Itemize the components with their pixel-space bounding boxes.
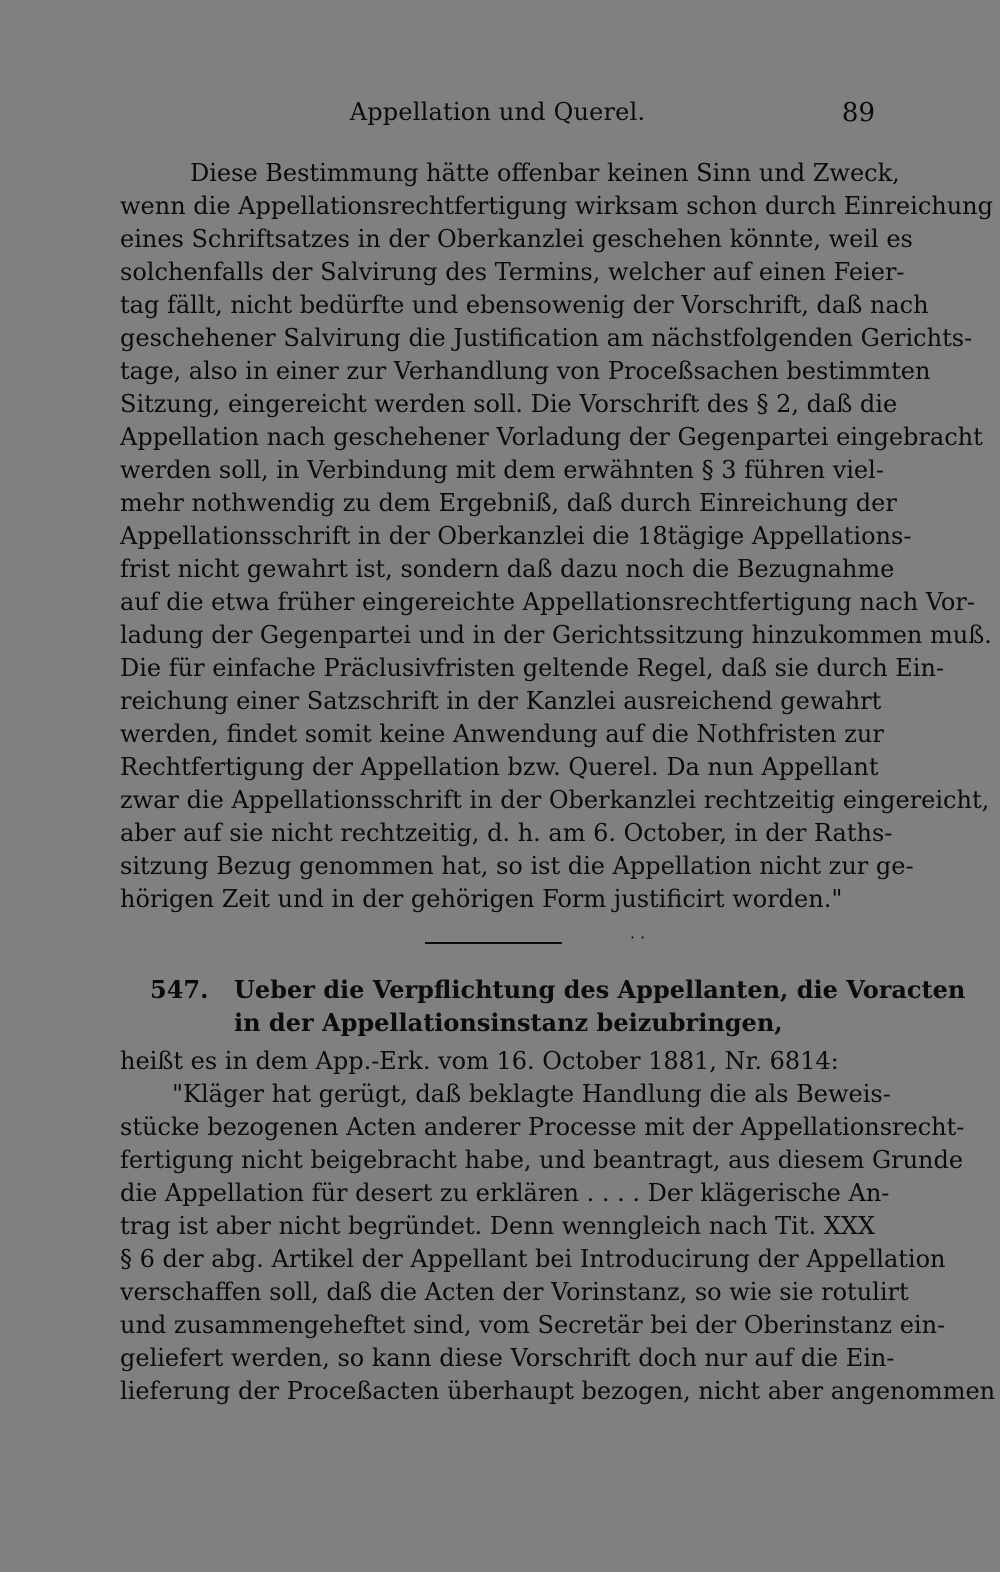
- section-title-line: in der Appellationsinstanz beizubringen,: [234, 1008, 783, 1037]
- page-number: 89: [841, 98, 875, 128]
- running-head: [120, 98, 875, 132]
- text-line: Sitzung, eingereicht werden soll. Die Vorschrift des § 2, daß die: [120, 390, 898, 418]
- text-line: trag ist aber nicht begründet. Denn wenngleich nach Tit. XXX: [120, 1212, 875, 1240]
- text-line: ladung der Gegenpartei und in der Gerichtssitzung hinzukommen muß.: [120, 621, 992, 649]
- paragraph-quote: [120, 1078, 996, 1408]
- text-line: werden, findet somit keine Anwendung auf die Nothfristen zur: [120, 720, 884, 748]
- section-divider: [425, 942, 562, 944]
- text-line: frist nicht gewahrt ist, sondern daß dazu noch die Bezugnahme: [120, 555, 895, 583]
- text-line: tag fällt, nicht bedürfte und ebensowenig der Vorschrift, daß nach: [120, 291, 929, 319]
- text-line: eines Schriftsatzes in der Oberkanzlei geschehen könnte, weil es: [120, 225, 913, 253]
- text-line: "Kläger hat gerügt, daß beklagte Handlung die als Beweis-: [172, 1080, 891, 1108]
- text-line: lieferung der Proceßacten überhaupt bezogen, nicht aber angenommen: [120, 1377, 996, 1405]
- paragraph-quote-continuation: [120, 157, 993, 916]
- section-title-line: Ueber die Verpflichtung des Appellanten, die Voracten: [234, 975, 966, 1004]
- text-line: werden soll, in Verbindung mit dem erwähnten § 3 führen viel-: [120, 456, 884, 484]
- text-line: die Appellation für desert zu erklären . . . . Der klägerische An-: [120, 1179, 890, 1207]
- text-line: Diese Bestimmung hätte offenbar keinen Sinn und Zweck,: [190, 159, 900, 187]
- text-line: heißt es in dem App.-Erk. vom 16. October 1881, Nr. 6814:: [120, 1047, 839, 1075]
- text-line: aber auf sie nicht rechtzeitig, d. h. am 6. October, in der Raths-: [120, 819, 893, 847]
- section-number: 547.: [150, 975, 209, 1004]
- text-line: reichung einer Satzschrift in der Kanzlei ausreichend gewahrt: [120, 687, 882, 715]
- text-line: Appellationsschrift in der Oberkanzlei die 18tägige Appellations-: [120, 522, 912, 550]
- text-line: wenn die Appellationsrechtfertigung wirksam schon durch Einreichung: [120, 192, 993, 220]
- text-line: geliefert werden, so kann diese Vorschrift doch nur auf die Ein-: [120, 1344, 895, 1372]
- text-line: hörigen Zeit und in der gehörigen Form justificirt worden.": [120, 885, 843, 913]
- text-line: geschehener Salvirung die Justification am nächstfolgenden Gerichts-: [120, 324, 973, 352]
- text-line: verschaffen soll, daß die Acten der Vorinstanz, so wie sie rotulirt: [120, 1278, 909, 1306]
- text-line: tage, also in einer zur Verhandlung von Proceßsachen bestimmten: [120, 357, 931, 385]
- text-line: auf die etwa früher eingereichte Appellationsrechtfertigung nach Vor-: [120, 588, 975, 616]
- text-line: fertigung nicht beigebracht habe, und beantragt, aus diesem Grunde: [120, 1146, 964, 1174]
- text-line: sitzung Bezug genommen hat, so ist die Appellation nicht zur ge-: [120, 852, 914, 880]
- text-line: Die für einfache Präclusivfristen geltende Regel, daß sie durch Ein-: [120, 654, 945, 682]
- divider-dots: · ·: [630, 928, 646, 947]
- citation-paragraph: [120, 1045, 875, 1078]
- text-line: Appellation nach geschehener Vorladung der Gegenpartei eingebracht: [120, 423, 983, 451]
- running-title: Appellation und Querel.: [349, 98, 646, 126]
- text-line: mehr nothwendig zu dem Ergebniß, daß durch Einreichung der: [120, 489, 897, 517]
- text-line: zwar die Appellationsschrift in der Oberkanzlei rechtzeitig eingereicht,: [120, 786, 990, 814]
- text-line: und zusammengeheftet sind, vom Secretär bei der Oberinstanz ein-: [120, 1311, 946, 1339]
- text-line: § 6 der abg. Artikel der Appellant bei Introducirung der Appellation: [120, 1245, 946, 1273]
- text-line: stücke bezogenen Acten anderer Processe mit der Appellationsrecht-: [120, 1113, 965, 1141]
- section-title: [234, 973, 966, 1039]
- text-line: solchenfalls der Salvirung des Termins, welcher auf einen Feier-: [120, 258, 905, 286]
- text-line: Rechtfertigung der Appellation bzw. Querel. Da nun Appellant: [120, 753, 879, 781]
